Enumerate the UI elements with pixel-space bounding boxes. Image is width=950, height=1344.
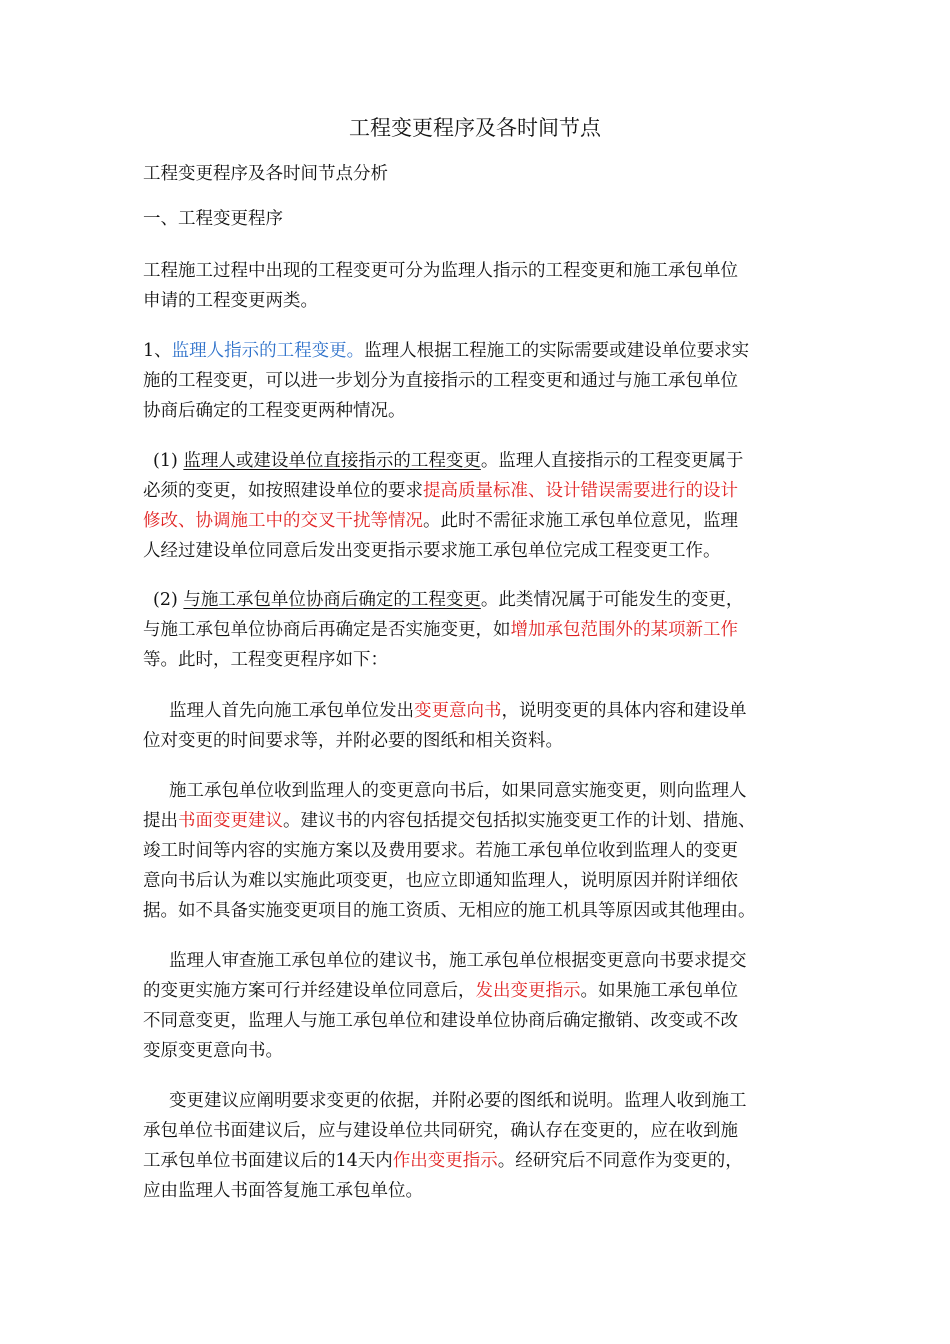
paragraph-4-line-2: 位对变更的时间要求等，并附必要的图纸和相关资料。 — [143, 731, 563, 751]
document-subtitle: 工程变更程序及各时间节点分析 — [143, 164, 388, 184]
body-text: 与施工承包单位协商后再确定是否实施变更，如 — [143, 620, 511, 640]
body-text: 。如果施工承包单位 — [580, 981, 738, 1001]
emphasis-text: 修改、协调施工中的交叉干扰等情况 — [143, 511, 423, 531]
section-heading: 一、工程变更程序 — [143, 209, 283, 229]
body-text: 。此类情况属于可能发生的变更， — [480, 590, 744, 610]
paragraph-3-line-1 — [143, 585, 833, 615]
day-count: 14 — [335, 1151, 358, 1171]
underlined-heading: 与施工承包单位协商后确定的工程变更 — [183, 590, 481, 610]
paragraph-6-line-4: 变原变更意向书。 — [143, 1041, 283, 1061]
paragraph-5-line-3: 竣工时间等内容的实施方案以及费用要求。若施工承包单位收到监理人的变更 — [143, 841, 738, 861]
body-text: 的变更实施方案可行并经建设单位同意后， — [143, 981, 476, 1001]
body-text: ，说明变更的具体内容和建设单 — [501, 701, 747, 721]
paragraph-2-line-2 — [143, 476, 823, 506]
paragraph-2-line-1 — [143, 446, 833, 476]
paragraph-6-line-1: 监理人审查施工承包单位的建议书，施工承包单位根据变更意向书要求提交 — [169, 951, 747, 971]
body-text: 。监理人直接指示的工程变更属于 — [480, 451, 744, 471]
paragraph-7-line-4: 应由监理人书面答复施工承包单位。 — [143, 1181, 423, 1201]
body-text: 监理人根据工程施工的实际需要或建设单位要求实 — [364, 341, 750, 361]
paragraph-1-line-3: 协商后确定的工程变更两种情况。 — [143, 401, 406, 421]
paragraph-2-line-3 — [143, 506, 823, 536]
emphasis-text: 提高质量标准、设计错误需要进行的设计 — [423, 481, 738, 501]
paragraph-5-line-1: 施工承包单位收到监理人的变更意向书后，如果同意实施变更，则向监理人 — [169, 781, 747, 801]
body-text: 。此时不需征求施工承包单位意见，监理 — [423, 511, 738, 531]
sub-item-number: (2) — [153, 590, 178, 610]
emphasis-text: 作出变更指示 — [392, 1151, 498, 1171]
emphasis-text: 变更意向书 — [414, 701, 502, 721]
paragraph-3-line-2 — [143, 615, 823, 645]
emphasis-text: 发出变更指示 — [475, 981, 581, 1001]
highlight-text: 监理人指示的工程变更。 — [171, 341, 365, 361]
paragraph-7-line-2: 承包单位书面建议后，应与建设单位共同研究，确认存在变更的，应在收到施 — [143, 1121, 738, 1141]
paragraph-1-line-2: 施的工程变更，可以进一步划分为直接指示的工程变更和通过与施工承包单位 — [143, 371, 738, 391]
paragraph-1-line-1 — [143, 336, 823, 366]
emphasis-text: 增加承包范围外的某项新工作 — [510, 620, 738, 640]
document-title: 工程变更程序及各时间节点 — [349, 116, 601, 140]
paragraph-7-line-1: 变更建议应阐明要求变更的依据，并附必要的图纸和说明。监理人收到施工 — [169, 1091, 747, 1111]
body-text: 工承包单位书面建议后的 — [143, 1151, 336, 1171]
item-number: 1、 — [143, 341, 172, 361]
body-text: 。建议书的内容包括提交包括拟实施变更工作的计划、措施、 — [283, 811, 756, 831]
body-text: 必须的变更，如按照建设单位的要求 — [143, 481, 423, 501]
paragraph-3-line-3: 等。此时，工程变更程序如下： — [143, 650, 388, 670]
paragraph-4-line-1 — [143, 696, 849, 726]
intro-line-2: 申请的工程变更两类。 — [143, 291, 318, 311]
paragraph-5-line-2 — [143, 806, 823, 836]
emphasis-text: 书面变更建议 — [178, 811, 283, 831]
body-text: 监理人首先向施工承包单位发出 — [169, 701, 414, 721]
paragraph-6-line-2 — [143, 976, 823, 1006]
paragraph-5-line-4: 意向书后认为难以实施此项变更，也应立即通知监理人，说明原因并附详细依 — [143, 871, 738, 891]
paragraph-7-line-3 — [143, 1146, 823, 1176]
underlined-heading: 监理人或建设单位直接指示的工程变更 — [183, 451, 481, 471]
intro-line-1: 工程施工过程中出现的工程变更可分为监理人指示的工程变更和施工承包单位 — [143, 261, 738, 281]
body-text: 提出 — [143, 811, 178, 831]
body-text: 天内 — [357, 1151, 393, 1171]
body-text: 。经研究后不同意作为变更的， — [497, 1151, 743, 1171]
paragraph-2-line-4: 人经过建设单位同意后发出变更指示要求施工承包单位完成工程变更工作。 — [143, 541, 721, 561]
paragraph-6-line-3: 不同意变更，监理人与施工承包单位和建设单位协商后确定撤销、改变或不改 — [143, 1011, 738, 1031]
sub-item-number: (1) — [153, 451, 178, 471]
paragraph-5-line-5: 据。如不具备实施变更项目的施工资质、无相应的施工机具等原因或其他理由。 — [143, 901, 756, 921]
